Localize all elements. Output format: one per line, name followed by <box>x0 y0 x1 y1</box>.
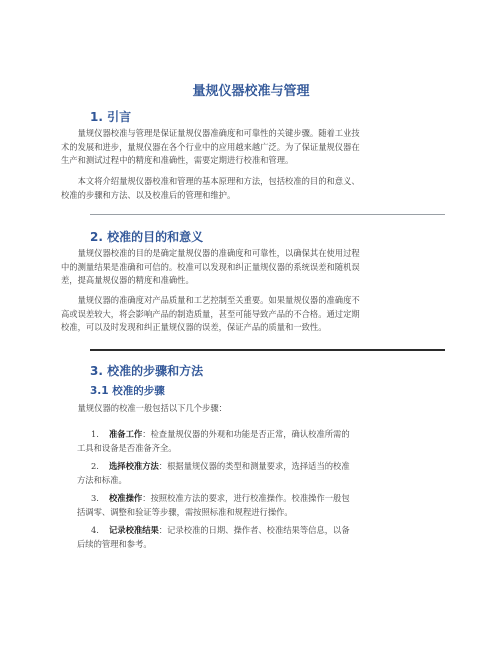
section-2-paragraph-1: 量规仪器校准的目的是确定量规仪器的准确度和可靠性，以确保其在使用过程 中的测量结果是准确和可信的。校准可以发现和纠正量规仪器的系统误差和随机误 差，提高量规仪器的精度和准确性。 <box>61 248 360 286</box>
section-1-paragraph-2: 本文将介绍量规仪器校准和管理的基本原理和方法，包括校准的目的和意义、 校准的步骤和方法、以及校准后的管理和维护。 <box>61 176 360 200</box>
section-divider-1 <box>90 214 445 215</box>
list-item: 3. 校准操作：按照校准方法的要求，进行校准操作。校准操作一般包 括调零、调整和验证等步骤，需按照标准和规程进行操作。 <box>77 493 350 517</box>
list-item: 2. 选择校准方法：根据量规仪器的类型和测量要求，选择适当的校准 方法和标准。 <box>77 461 350 485</box>
section-1-heading: 1. 引言 <box>90 110 132 124</box>
section-divider-2 <box>90 349 445 351</box>
list-item: 1. 准备工作：检查量规仪器的外观和功能是否正常，确认校准所需的 工具和设备是否准备齐全。 <box>77 429 350 453</box>
document-title: 量规仪器校准与管理 <box>192 84 310 99</box>
section-2-paragraph-2: 量规仪器的准确度对产品质量和工艺控制至关重要。如果量规仪器的准确度不 高或误差较大，将会影响产品的制造质量，甚至可能导致产品的不合格。通过定期 校准，可以及时发现和纠正量规仪器的误差，保证产品的质量和一致性。 <box>61 295 360 333</box>
section-1-paragraph-1: 量规仪器校准与管理是保证量规仪器准确度和可靠性的关键步骤。随着工业技 术的发展和进步，量规仪器在各个行业中的应用越来越广泛。为了保证量规仪器在 生产和测试过程中的精度和准确性，需要定期进行校准和管理。 <box>61 128 360 166</box>
section-3-heading: 3. 校准的步骤和方法 <box>90 364 204 378</box>
section-3-intro: 量规仪器的校准一般包括以下几个步骤： <box>77 403 227 413</box>
section-3-1-subheading: 3.1 校准的步骤 <box>90 385 165 397</box>
section-2-heading: 2. 校准的目的和意义 <box>90 230 204 244</box>
list-item: 4. 记录校准结果：记录校准的日期、操作者、校准结果等信息，以备 后续的管理和参考。 <box>77 525 350 549</box>
